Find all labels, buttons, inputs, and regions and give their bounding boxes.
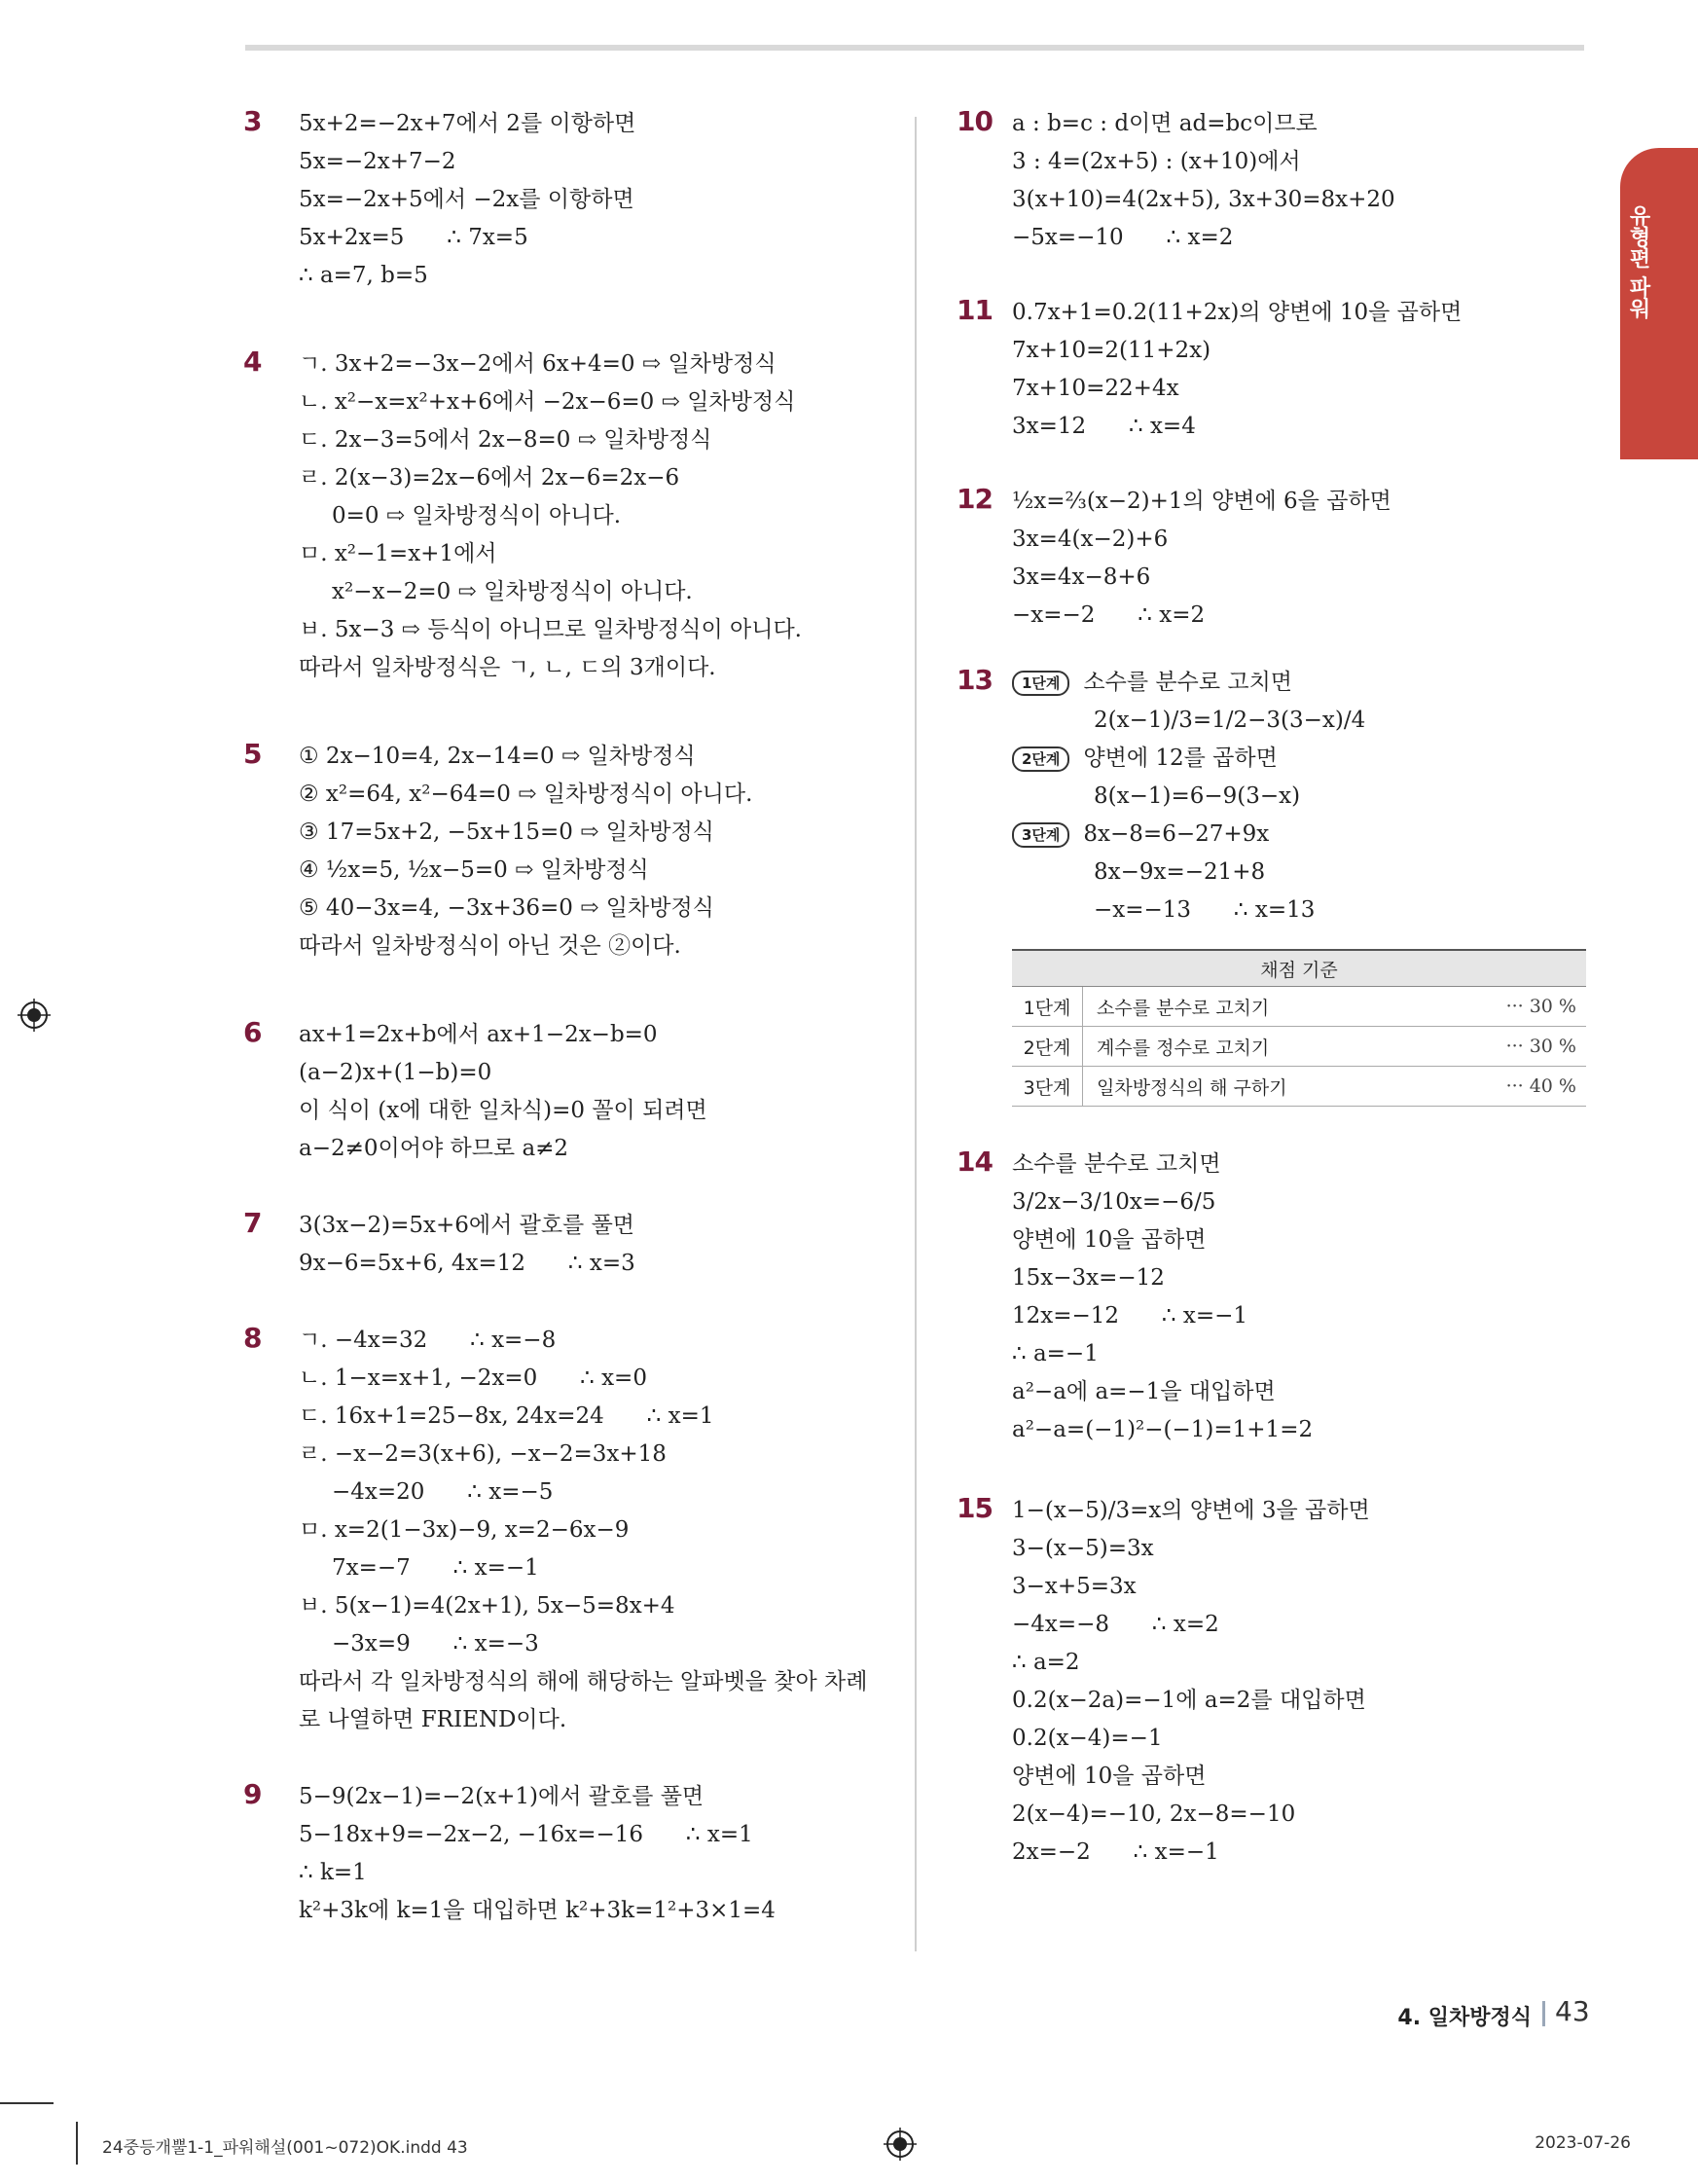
step-badge: 1단계	[1012, 671, 1069, 696]
step-text: 8x−8=6−27+9x	[1083, 821, 1270, 847]
solution-line: −4x=20 ∴ x=−5	[332, 1479, 554, 1505]
solution-line: 7x+10=2(11+2x)	[1012, 338, 1211, 363]
solution-line: 9x−6=5x+6, 4x=12 ∴ x=3	[299, 1251, 635, 1276]
step-line	[1012, 816, 1589, 854]
problem-solution	[299, 1778, 885, 1930]
step-text: 양변에 12를 곱하면	[1083, 746, 1278, 771]
solution-line: 소수를 분수로 고치면	[1012, 1151, 1221, 1177]
solution-line: k²+3k에 k=1을 대입하면 k²+3k=1²+3×1=4	[299, 1898, 776, 1923]
problem-number: 6	[243, 1016, 262, 1048]
problem-block	[957, 105, 1589, 257]
solution-line: ㄱ. 3x+2=−3x−2에서 6x+4=0 ⇨ 일차방정식	[299, 351, 777, 377]
scoring-percent: ··· 40 %	[1443, 1067, 1586, 1107]
solution-line: 5−18x+9=−2x−2, −16x=−16 ∴ x=1	[299, 1822, 753, 1847]
solution-line: ㄴ. x²−x=x²+x+6에서 −2x−6=0 ⇨ 일차방정식	[299, 389, 796, 415]
solution-line: 3x=4x−8+6	[1012, 564, 1151, 590]
scoring-table	[1012, 949, 1586, 1107]
solution-line: 로 나열하면 FRIEND이다.	[299, 1707, 567, 1732]
problem-block	[243, 105, 885, 295]
solution-line: a−2≠0이어야 하므로 a≠2	[299, 1136, 569, 1161]
solution-line: ∴ a=2	[1012, 1650, 1080, 1675]
solution-line: (a−2)x+(1−b)=0	[299, 1060, 492, 1085]
chapter-title: 4. 일차방정식	[1397, 2006, 1532, 2030]
right-column	[957, 105, 1589, 1872]
solution-line: 3−x+5=3x	[1012, 1574, 1137, 1599]
solution-line: 0=0 ⇨ 일차방정식이 아니다.	[332, 503, 622, 528]
solution-line: 1−(x−5)/3=x의 양변에 3을 곱하면	[1012, 1498, 1370, 1523]
problem-solution	[299, 105, 885, 295]
solution-line: 5x+2=−2x+7에서 2를 이항하면	[299, 111, 636, 136]
problem-block	[243, 1207, 885, 1283]
step-text: 2(x−1)/3=1/2−3(3−x)/4	[1094, 708, 1366, 733]
step-line	[1012, 854, 1589, 892]
solution-line: 이 식이 (x에 대한 일차식)=0 꼴이 되려면	[299, 1098, 707, 1123]
problem-block	[957, 664, 1589, 1107]
left-column	[243, 105, 885, 1930]
scoring-row	[1012, 987, 1586, 1027]
solution-line: ㅁ. x=2(1−3x)−9, x=2−6x−9	[299, 1517, 630, 1543]
solution-line: −4x=−8 ∴ x=2	[1012, 1612, 1219, 1637]
step-text: 소수를 분수로 고치면	[1083, 670, 1293, 695]
scoring-header-row	[1012, 950, 1586, 987]
problem-number: 13	[957, 664, 993, 696]
step-text: 8(x−1)=6−9(3−x)	[1094, 783, 1301, 809]
solution-line: ∴ k=1	[299, 1860, 367, 1885]
solution-line: ㄷ. 2x−3=5에서 2x−8=0 ⇨ 일차방정식	[299, 427, 712, 453]
step-badge: 3단계	[1012, 822, 1069, 848]
page-number: 43	[1555, 1995, 1590, 2027]
solution-line: 3/2x−3/10x=−6/5	[1012, 1189, 1216, 1215]
footer-separator	[1542, 2001, 1545, 2026]
column-divider	[915, 117, 917, 1951]
step-line	[1012, 892, 1589, 929]
crop-mark	[0, 2102, 54, 2104]
step-text: −x=−13 ∴ x=13	[1094, 897, 1316, 923]
solution-line: −5x=−10 ∴ x=2	[1012, 225, 1234, 250]
problem-solution	[1012, 1146, 1589, 1449]
solution-line: 12x=−12 ∴ x=−1	[1012, 1303, 1248, 1329]
solution-line: 15x−3x=−12	[1012, 1265, 1165, 1291]
solution-line: ㄷ. 16x+1=25−8x, 24x=24 ∴ x=1	[299, 1403, 714, 1429]
solution-line: ㅂ. 5(x−1)=4(2x+1), 5x−5=8x+4	[299, 1593, 675, 1619]
solution-line: ½x=⅔(x−2)+1의 양변에 6을 곱하면	[1012, 489, 1391, 514]
solution-line: ㅂ. 5x−3 ⇨ 등식이 아니므로 일차방정식이 아니다.	[299, 617, 802, 642]
problem-number: 5	[243, 738, 262, 770]
problem-solution	[1012, 1492, 1589, 1872]
scoring-step: 3단계	[1012, 1067, 1083, 1107]
solution-line: x²−x−2=0 ⇨ 일차방정식이 아니다.	[332, 579, 693, 604]
problem-block	[957, 294, 1589, 446]
solution-line: 3x=4(x−2)+6	[1012, 527, 1169, 552]
solution-line: 양변에 10을 곱하면	[1012, 1227, 1207, 1253]
step-text: 8x−9x=−21+8	[1094, 859, 1266, 885]
solution-line: ㄱ. −4x=32 ∴ x=−8	[299, 1328, 557, 1353]
problem-solution	[299, 1016, 885, 1168]
solution-line: ∴ a=7, b=5	[299, 263, 428, 288]
solution-line: 3(3x−2)=5x+6에서 괄호를 풀면	[299, 1213, 635, 1238]
file-info: 24중등개뿔1-1_파워해설(001~072)OK.indd 43	[102, 2138, 468, 2158]
problem-number: 9	[243, 1778, 262, 1810]
solution-line: −3x=9 ∴ x=−3	[332, 1631, 539, 1656]
problem-block	[243, 738, 885, 965]
problem-block	[957, 1492, 1589, 1872]
problem-block	[243, 346, 885, 687]
solution-line: 3 : 4=(2x+5) : (x+10)에서	[1012, 149, 1301, 174]
scoring-header: 채점 기준	[1012, 950, 1586, 987]
solution-line: 5x+2x=5 ∴ 7x=5	[299, 225, 528, 250]
solution-line: ③ 17=5x+2, −5x+15=0 ⇨ 일차방정식	[299, 819, 714, 845]
solution-line: 3(x+10)=4(2x+5), 3x+30=8x+20	[1012, 187, 1395, 212]
solution-line: ㄹ. −x−2=3(x+6), −x−2=3x+18	[299, 1441, 667, 1467]
solution-line: 따라서 일차방정식이 아닌 것은 ②이다.	[299, 933, 681, 959]
problem-solution	[299, 738, 885, 965]
problem-solution	[299, 1207, 885, 1283]
step-line	[1012, 664, 1589, 702]
solution-line: a²−a=(−1)²−(−1)=1+1=2	[1012, 1417, 1314, 1442]
solution-line: a : b=c : d이면 ad=bc이므로	[1012, 111, 1318, 136]
solution-line: ax+1=2x+b에서 ax+1−2x−b=0	[299, 1022, 658, 1047]
problem-block	[243, 1016, 885, 1168]
problem-number: 15	[957, 1492, 993, 1524]
scoring-desc: 계수를 정수로 고치기	[1083, 1027, 1444, 1067]
step-badge: 2단계	[1012, 746, 1069, 772]
solution-line: ∴ a=−1	[1012, 1341, 1099, 1366]
side-tab-label: 유형편 파워	[1626, 204, 1650, 319]
solution-line: 2(x−4)=−10, 2x−8=−10	[1012, 1802, 1296, 1827]
problem-solution	[1012, 105, 1589, 257]
solution-line: 따라서 각 일차방정식의 해에 해당하는 알파벳을 찾아 차례	[299, 1669, 868, 1694]
problem-number: 11	[957, 294, 993, 326]
problem-solution	[1012, 483, 1589, 635]
print-date: 2023-07-26	[1535, 2133, 1631, 2153]
crop-mark-vertical	[76, 2122, 78, 2165]
problem-number: 8	[243, 1322, 262, 1354]
solution-line: ④ ½x=5, ½x−5=0 ⇨ 일차방정식	[299, 857, 649, 883]
scoring-percent: ··· 30 %	[1443, 987, 1586, 1027]
problem-solution	[299, 346, 885, 687]
solution-line: 3x=12 ∴ x=4	[1012, 414, 1196, 439]
registration-mark-icon	[884, 2128, 917, 2161]
scoring-desc: 일차방정식의 해 구하기	[1083, 1067, 1444, 1107]
step-line	[1012, 740, 1589, 778]
problem-number: 12	[957, 483, 993, 515]
problem-number: 4	[243, 346, 262, 378]
solution-line: 5x=−2x+5에서 −2x를 이항하면	[299, 187, 634, 212]
solution-line: 0.2(x−4)=−1	[1012, 1726, 1163, 1751]
scoring-percent: ··· 30 %	[1443, 1027, 1586, 1067]
step-line	[1012, 702, 1589, 740]
scoring-row	[1012, 1027, 1586, 1067]
solution-line: 0.2(x−2a)=−1에 a=2를 대입하면	[1012, 1688, 1366, 1713]
solution-line: ⑤ 40−3x=4, −3x+36=0 ⇨ 일차방정식	[299, 895, 714, 921]
problem-solution	[1012, 294, 1589, 446]
problem-number: 10	[957, 105, 993, 137]
solution-line: 5x=−2x+7−2	[299, 149, 456, 174]
problem-block	[243, 1778, 885, 1930]
registration-mark-icon	[18, 999, 51, 1032]
solution-line: ① 2x−10=4, 2x−14=0 ⇨ 일차방정식	[299, 744, 696, 769]
solution-line: 2x=−2 ∴ x=−1	[1012, 1839, 1219, 1865]
problem-block	[957, 483, 1589, 635]
scoring-desc: 소수를 분수로 고치기	[1083, 987, 1444, 1027]
problem-block	[957, 1146, 1589, 1449]
step-line	[1012, 778, 1589, 816]
problem-number: 3	[243, 105, 262, 137]
solution-line: 양변에 10을 곱하면	[1012, 1764, 1207, 1789]
top-rule	[245, 45, 1584, 51]
solution-line: −x=−2 ∴ x=2	[1012, 602, 1206, 628]
problem-solution	[1012, 664, 1589, 929]
solution-line: 5−9(2x−1)=−2(x+1)에서 괄호를 풀면	[299, 1784, 704, 1809]
solution-line: ㄹ. 2(x−3)=2x−6에서 2x−6=2x−6	[299, 465, 680, 491]
solution-line: 따라서 일차방정식은 ㄱ, ㄴ, ㄷ의 3개이다.	[299, 655, 716, 680]
scoring-step: 1단계	[1012, 987, 1083, 1027]
solution-line: 7x=−7 ∴ x=−1	[332, 1555, 539, 1581]
solution-line: ㅁ. x²−1=x+1에서	[299, 541, 497, 566]
solution-line: 3−(x−5)=3x	[1012, 1536, 1154, 1561]
solution-line: 7x+10=22+4x	[1012, 376, 1179, 401]
scoring-row	[1012, 1067, 1586, 1107]
problem-solution	[299, 1322, 885, 1739]
problem-number: 14	[957, 1146, 993, 1178]
solution-line: ㄴ. 1−x=x+1, −2x=0 ∴ x=0	[299, 1365, 647, 1391]
problem-block	[243, 1322, 885, 1739]
scoring-step: 2단계	[1012, 1027, 1083, 1067]
solution-line: a²−a에 a=−1을 대입하면	[1012, 1379, 1276, 1404]
solution-line: ② x²=64, x²−64=0 ⇨ 일차방정식이 아니다.	[299, 782, 753, 807]
solution-line: 0.7x+1=0.2(11+2x)의 양변에 10을 곱하면	[1012, 300, 1463, 325]
problem-number: 7	[243, 1207, 262, 1239]
